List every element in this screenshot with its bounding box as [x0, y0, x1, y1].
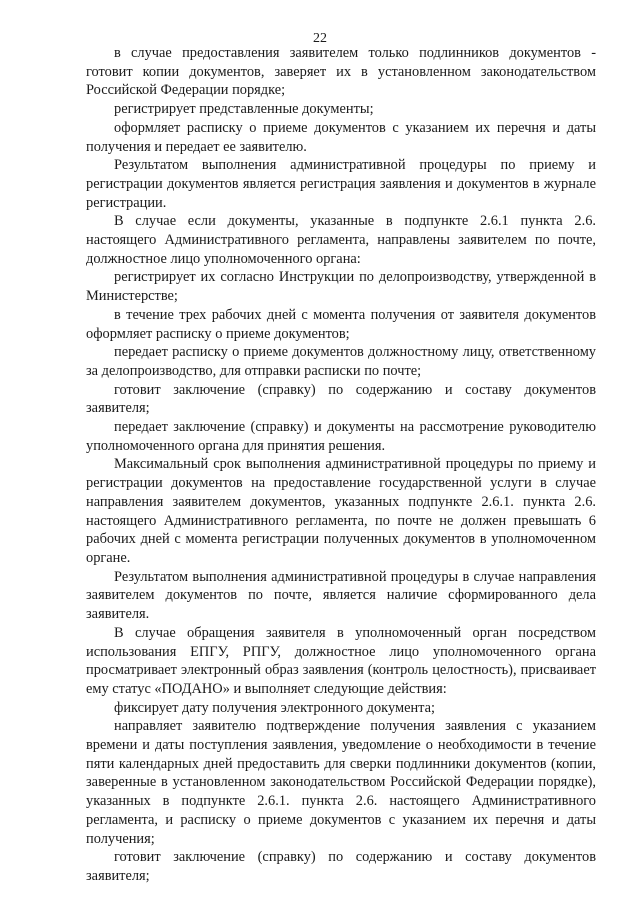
paragraph-mail-conclusion: готовит заключение (справку) по содержанию и составу документов заявителя;: [86, 381, 596, 417]
paragraph-max-term: Максимальный срок выполнения административной процедуры по приему и регистрации документов на предоставление государственной услуги в случае направления заявителем документов, указанных подпункте 2.6.1. пункта 2.6. настоящего Административного регламента, по почте не должен превышать 6 рабочих дней с момента регистрации полученных документов в уполномоченном органе.: [86, 456, 596, 566]
paragraph-epgu-notice: направляет заявителю подтверждение получения заявления с указанием времени и даты поступления заявления, уведомление о необходимости в течение пяти календарных дней предоставить для сверки подлинники документов (копии, заверенные в установленном законодательством Российской Федерации порядке), указанных в подпункте 2.6.1. пункта 2.6. настоящего Административного регламента, и расписку о приеме документов с указанием их перечня и даты получения;: [86, 718, 596, 847]
paragraph-mail-transfer: передает заключение (справку) и документы на рассмотрение руководителю уполномоченного органа для принятия решения.: [86, 419, 596, 454]
paragraph-copies: в случае предоставления заявителем только подлинников документов - готовит копии документов, заверяет их в установленном законодательством Российской Федерации порядке;: [86, 45, 596, 99]
paragraph-mail-intro: В случае если документы, указанные в подпункте 2.6.1 пункта 2.6. настоящего Административного регламента, направлены заявителем по почте, должностное лицо уполномоченного органа:: [86, 213, 596, 267]
paragraph-mail-send-receipt: передает расписку о приеме документов должностному лицу, ответственному за делопроизводство, для отправки расписки по почте;: [86, 344, 596, 379]
paragraph-receipt: оформляет расписку о приеме документов с указанием их перечня и даты получения и передает ее заявителю.: [86, 119, 596, 155]
paragraph-result-registration: Результатом выполнения административной процедуры по приему и регистрации документов является регистрация заявления и документов в журнале регистрации.: [86, 157, 596, 211]
paragraph-epgu-intro: В случае обращения заявителя в уполномоченный орган посредством использования ЕПГУ, РПГУ, должностное лицо уполномоченного органа просматривает электронный образ заявления (контроль целостность), присваивает ему статус «ПОДАНО» и выполняет следующие действия:: [86, 624, 596, 697]
paragraph-epgu-conclusion: готовит заключение (справку) по содержанию и составу документов заявителя;: [86, 849, 596, 884]
page-number: 22: [313, 31, 327, 46]
paragraph-mail-receipt: в течение трех рабочих дней с момента получения от заявителя документов оформляет расписку о приеме документов;: [86, 306, 596, 342]
paragraph-mail-register: регистрирует их согласно Инструкции по делопроизводству, утвержденной в Министерстве;: [86, 269, 596, 305]
paragraph-mail-result: Результатом выполнения административной процедуры в случае направления заявителем документов по почте, является наличие сформированного дела заявителя.: [86, 568, 596, 623]
paragraph-register: регистрирует представленные документы;: [114, 101, 374, 118]
document-body: [86, 44, 596, 886]
paragraph-epgu-date: фиксирует дату получения электронного документа;: [114, 699, 436, 716]
